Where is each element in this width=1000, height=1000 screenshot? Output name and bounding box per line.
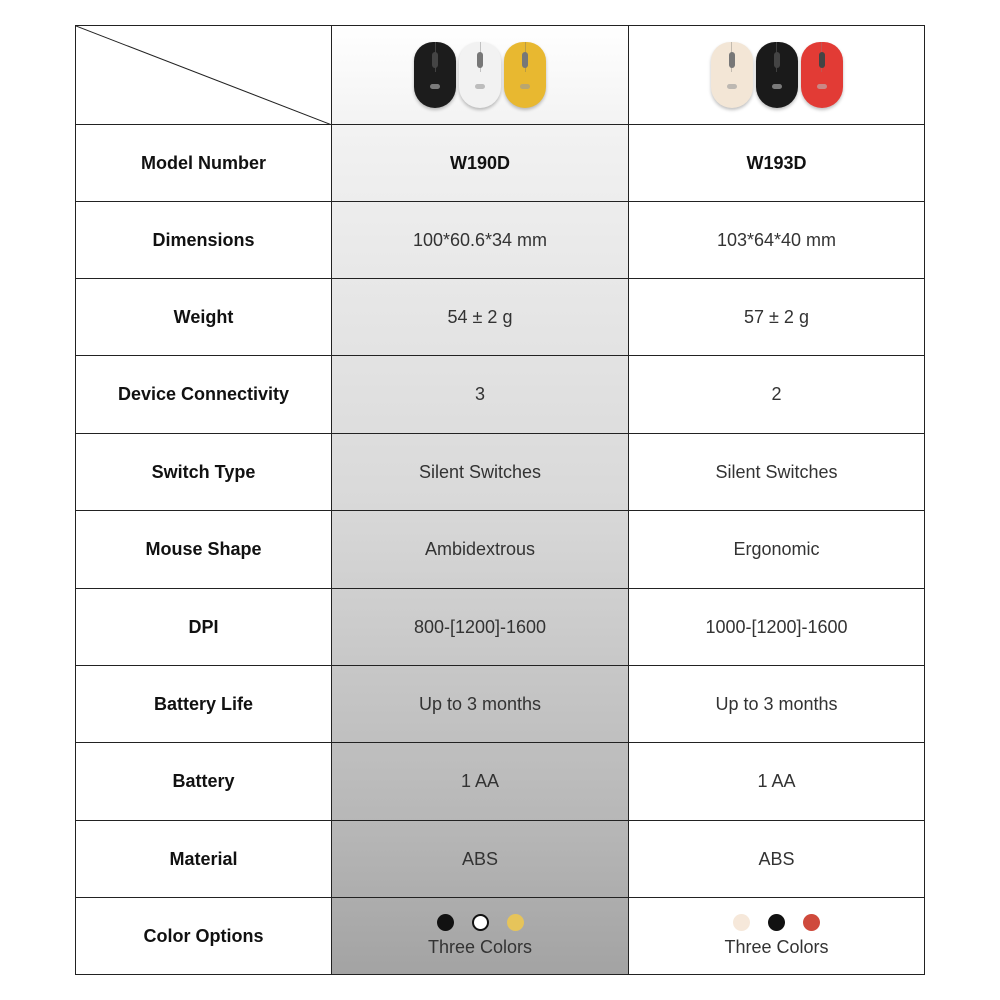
mouse-product-icon bbox=[711, 42, 753, 108]
color-swatch bbox=[768, 914, 785, 931]
material-w190d: ABS bbox=[461, 848, 499, 869]
color-swatch bbox=[437, 914, 454, 931]
connectivity-w193d: 2 bbox=[771, 384, 782, 404]
label-model-number: Model Number bbox=[140, 152, 266, 173]
connectivity-w190d: 3 bbox=[474, 384, 485, 404]
label-device-connectivity: Device Connectivity bbox=[117, 384, 290, 404]
mouse-shape-w190d: Ambidextrous bbox=[424, 539, 536, 559]
color-swatch bbox=[803, 914, 820, 931]
label-color-options: Color Options bbox=[143, 925, 264, 946]
color-swatch bbox=[733, 914, 750, 931]
mouse-product-icon bbox=[459, 42, 501, 108]
label-battery: Battery bbox=[172, 771, 235, 791]
battery-life-w190d: Up to 3 months bbox=[418, 693, 542, 714]
weight-w193d: 57 ± 2 g bbox=[744, 306, 809, 327]
battery-w193d: 1 AA bbox=[757, 771, 796, 791]
material-w193d: ABS bbox=[758, 848, 795, 869]
label-weight: Weight bbox=[173, 306, 234, 327]
color-swatch bbox=[507, 914, 524, 931]
label-switch-type: Switch Type bbox=[151, 461, 256, 482]
model-number-w193d: W193D bbox=[746, 152, 807, 173]
battery-w190d: 1 AA bbox=[460, 771, 500, 791]
mouse-shape-w193d: Ergonomic bbox=[733, 539, 820, 559]
switch-type-w190d: Silent Switches bbox=[418, 461, 542, 482]
dpi-w193d: 1000-[1200]-1600 bbox=[705, 616, 848, 637]
label-material: Material bbox=[169, 848, 238, 869]
label-dimensions: Dimensions bbox=[152, 229, 255, 250]
weight-w190d: 54 ± 2 g bbox=[447, 306, 513, 327]
comparison-table bbox=[75, 25, 925, 975]
color-swatch bbox=[472, 914, 489, 931]
dimensions-w190d: 100*60.6*34 mm bbox=[412, 229, 548, 250]
color-options-w190d bbox=[332, 898, 628, 974]
mouse-product-icon bbox=[756, 42, 798, 108]
dpi-w190d: 800-[1200]-1600 bbox=[413, 616, 547, 637]
product-image-w193d bbox=[629, 26, 924, 124]
header-diagonal-divider bbox=[76, 26, 332, 125]
mouse-product-icon bbox=[504, 42, 546, 108]
dimensions-w193d: 103*64*40 mm bbox=[716, 229, 837, 250]
label-mouse-shape: Mouse Shape bbox=[145, 539, 262, 559]
mouse-product-icon bbox=[414, 42, 456, 108]
switch-type-w193d: Silent Switches bbox=[715, 461, 838, 482]
label-battery-life: Battery Life bbox=[153, 693, 254, 714]
product-image-w190d bbox=[332, 26, 628, 124]
color-options-label: Three Colors bbox=[427, 937, 533, 957]
battery-life-w193d: Up to 3 months bbox=[715, 693, 838, 714]
color-options-label: Three Colors bbox=[724, 937, 829, 957]
label-dpi: DPI bbox=[188, 616, 219, 637]
color-swatches bbox=[437, 914, 524, 931]
color-swatches bbox=[733, 914, 820, 931]
mouse-product-icon bbox=[801, 42, 843, 108]
model-number-w190d: W190D bbox=[449, 152, 511, 173]
color-options-w193d bbox=[629, 898, 924, 974]
